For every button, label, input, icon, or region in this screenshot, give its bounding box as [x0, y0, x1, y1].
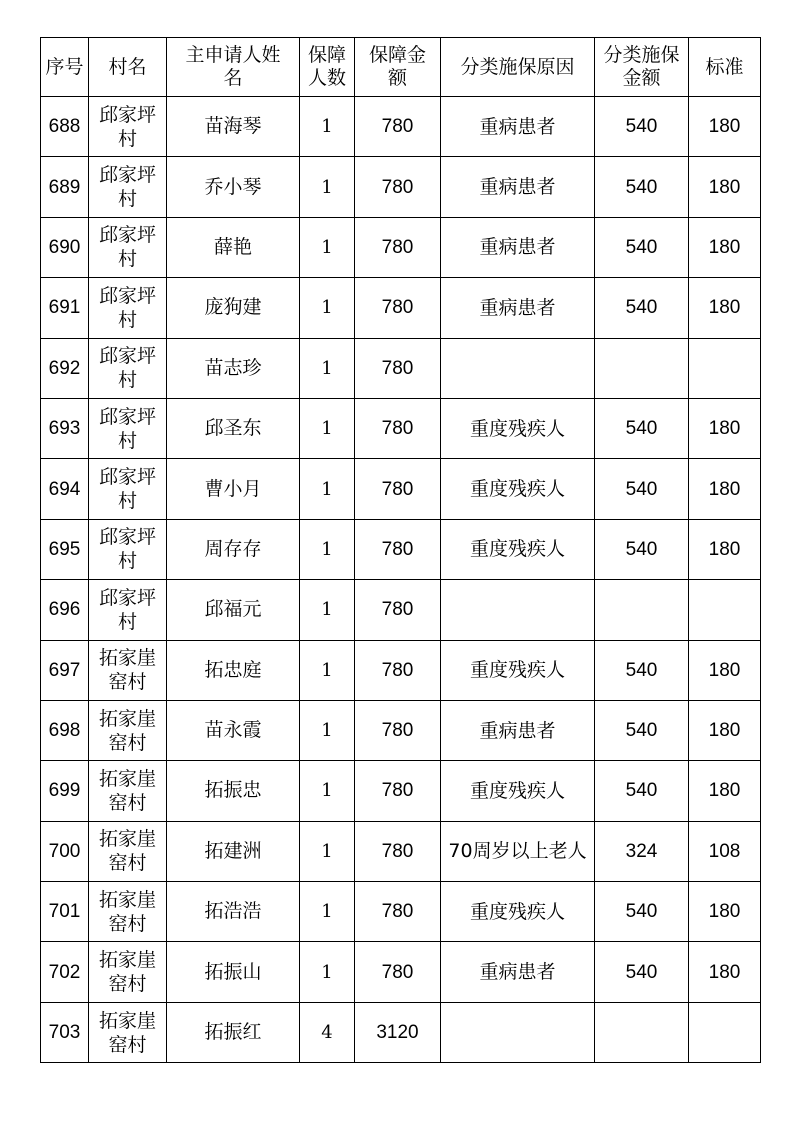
cell-standard: 180: [689, 882, 761, 942]
cell-amount: 780: [355, 700, 441, 760]
cell-persons: 1: [300, 278, 355, 338]
cell-reason: [441, 338, 595, 398]
cell-village: 邱家坪村: [89, 278, 167, 338]
cell-persons: 1: [300, 700, 355, 760]
cell-seq: 699: [41, 761, 89, 821]
cell-reason: 重病患者: [441, 278, 595, 338]
cell-applicant: 邱圣东: [167, 398, 300, 458]
header-village: 村名: [89, 38, 167, 97]
cell-amount: 780: [355, 580, 441, 640]
header-standard: 标准: [689, 38, 761, 97]
cell-village: 邱家坪村: [89, 580, 167, 640]
cell-applicant: 拓忠庭: [167, 640, 300, 700]
cell-persons: 1: [300, 217, 355, 277]
table-row: [41, 942, 761, 1002]
cell-village: 邱家坪村: [89, 398, 167, 458]
header-reason: 分类施保原因: [441, 38, 595, 97]
cell-reason: 重病患者: [441, 700, 595, 760]
cell-amount: 780: [355, 278, 441, 338]
table-row: [41, 580, 761, 640]
cell-class-amount: 540: [595, 942, 689, 1002]
cell-seq: 697: [41, 640, 89, 700]
table-row: [41, 1002, 761, 1062]
cell-persons: 1: [300, 640, 355, 700]
cell-amount: 780: [355, 761, 441, 821]
cell-persons: 1: [300, 942, 355, 1002]
header-seq: 序号: [41, 38, 89, 97]
cell-applicant: 拓振红: [167, 1002, 300, 1062]
cell-standard: 180: [689, 640, 761, 700]
table-row: [41, 821, 761, 881]
cell-village: 邱家坪村: [89, 519, 167, 579]
cell-persons: 1: [300, 97, 355, 157]
table-row: [41, 761, 761, 821]
table-row: [41, 338, 761, 398]
cell-seq: 689: [41, 157, 89, 217]
cell-reason: 重度残疾人: [441, 398, 595, 458]
cell-persons: 1: [300, 761, 355, 821]
cell-class-amount: 540: [595, 700, 689, 760]
cell-seq: 700: [41, 821, 89, 881]
cell-seq: 702: [41, 942, 89, 1002]
cell-standard: 108: [689, 821, 761, 881]
cell-applicant: 乔小琴: [167, 157, 300, 217]
cell-village: 拓家崖窑村: [89, 761, 167, 821]
table-row: [41, 882, 761, 942]
cell-village: 拓家崖窑村: [89, 882, 167, 942]
header-applicant: 主申请人姓名: [167, 38, 300, 97]
header-class-amount: 分类施保金额: [595, 38, 689, 97]
cell-seq: 694: [41, 459, 89, 519]
cell-reason: 重度残疾人: [441, 519, 595, 579]
cell-class-amount: 540: [595, 519, 689, 579]
cell-applicant: 曹小月: [167, 459, 300, 519]
cell-standard: 180: [689, 700, 761, 760]
cell-persons: 1: [300, 157, 355, 217]
cell-seq: 696: [41, 580, 89, 640]
cell-class-amount: 540: [595, 640, 689, 700]
cell-applicant: 拓振山: [167, 942, 300, 1002]
cell-seq: 703: [41, 1002, 89, 1062]
cell-standard: 180: [689, 217, 761, 277]
cell-standard: 180: [689, 459, 761, 519]
cell-village: 邱家坪村: [89, 217, 167, 277]
cell-class-amount: [595, 580, 689, 640]
table-row: [41, 398, 761, 458]
cell-amount: 780: [355, 97, 441, 157]
cell-seq: 691: [41, 278, 89, 338]
cell-reason: 重病患者: [441, 157, 595, 217]
cell-class-amount: 540: [595, 217, 689, 277]
cell-village: 邱家坪村: [89, 338, 167, 398]
cell-seq: 688: [41, 97, 89, 157]
header-persons: 保障人数: [300, 38, 355, 97]
cell-class-amount: 540: [595, 157, 689, 217]
cell-seq: 695: [41, 519, 89, 579]
cell-village: 拓家崖窑村: [89, 942, 167, 1002]
cell-village: 拓家崖窑村: [89, 821, 167, 881]
cell-village: 邱家坪村: [89, 157, 167, 217]
cell-persons: 1: [300, 338, 355, 398]
cell-reason: [441, 1002, 595, 1062]
cell-reason: 重度残疾人: [441, 459, 595, 519]
cell-amount: 780: [355, 338, 441, 398]
cell-standard: [689, 580, 761, 640]
cell-amount: 780: [355, 519, 441, 579]
cell-seq: 693: [41, 398, 89, 458]
cell-amount: 780: [355, 882, 441, 942]
cell-reason: 重度残疾人: [441, 640, 595, 700]
cell-village: 拓家崖窑村: [89, 1002, 167, 1062]
cell-amount: 780: [355, 459, 441, 519]
cell-reason: 重病患者: [441, 217, 595, 277]
cell-persons: 4: [300, 1002, 355, 1062]
cell-applicant: 苗永霞: [167, 700, 300, 760]
cell-reason: 重度残疾人: [441, 882, 595, 942]
cell-applicant: 薛艳: [167, 217, 300, 277]
cell-village: 拓家崖窑村: [89, 700, 167, 760]
table-row: [41, 157, 761, 217]
cell-amount: 780: [355, 942, 441, 1002]
assistance-roster-table: [40, 37, 761, 1063]
cell-standard: 180: [689, 519, 761, 579]
cell-applicant: 拓浩浩: [167, 882, 300, 942]
cell-applicant: 苗志珍: [167, 338, 300, 398]
table-row: [41, 519, 761, 579]
cell-standard: 180: [689, 157, 761, 217]
cell-seq: 701: [41, 882, 89, 942]
cell-persons: 1: [300, 821, 355, 881]
cell-reason: 重度残疾人: [441, 761, 595, 821]
cell-applicant: 邱福元: [167, 580, 300, 640]
cell-seq: 698: [41, 700, 89, 760]
cell-amount: 780: [355, 821, 441, 881]
table-row: [41, 97, 761, 157]
cell-class-amount: 540: [595, 459, 689, 519]
cell-seq: 692: [41, 338, 89, 398]
table-row: [41, 459, 761, 519]
cell-standard: 180: [689, 761, 761, 821]
cell-village: 邱家坪村: [89, 97, 167, 157]
table-row: [41, 217, 761, 277]
cell-applicant: 苗海琴: [167, 97, 300, 157]
cell-amount: 780: [355, 217, 441, 277]
cell-applicant: 拓建洲: [167, 821, 300, 881]
cell-standard: [689, 1002, 761, 1062]
table-row: [41, 278, 761, 338]
cell-class-amount: 540: [595, 278, 689, 338]
cell-class-amount: 540: [595, 761, 689, 821]
cell-amount: 3120: [355, 1002, 441, 1062]
cell-applicant: 拓振忠: [167, 761, 300, 821]
cell-amount: 780: [355, 157, 441, 217]
cell-village: 拓家崖窑村: [89, 640, 167, 700]
cell-persons: 1: [300, 519, 355, 579]
cell-class-amount: 540: [595, 882, 689, 942]
cell-class-amount: [595, 1002, 689, 1062]
cell-seq: 690: [41, 217, 89, 277]
cell-class-amount: [595, 338, 689, 398]
cell-reason: [441, 580, 595, 640]
cell-reason: 70周岁以上老人: [441, 821, 595, 881]
cell-reason: 重病患者: [441, 942, 595, 1002]
cell-standard: [689, 338, 761, 398]
cell-standard: 180: [689, 278, 761, 338]
table-row: [41, 700, 761, 760]
table-body: [41, 97, 761, 1063]
cell-village: 邱家坪村: [89, 459, 167, 519]
table-row: [41, 640, 761, 700]
header-row: [41, 38, 761, 97]
cell-standard: 180: [689, 942, 761, 1002]
cell-reason: 重病患者: [441, 97, 595, 157]
cell-applicant: 庞狗建: [167, 278, 300, 338]
cell-persons: 1: [300, 580, 355, 640]
cell-amount: 780: [355, 640, 441, 700]
cell-class-amount: 324: [595, 821, 689, 881]
cell-persons: 1: [300, 459, 355, 519]
cell-persons: 1: [300, 398, 355, 458]
cell-applicant: 周存存: [167, 519, 300, 579]
cell-standard: 180: [689, 97, 761, 157]
cell-amount: 780: [355, 398, 441, 458]
cell-class-amount: 540: [595, 398, 689, 458]
cell-class-amount: 540: [595, 97, 689, 157]
cell-persons: 1: [300, 882, 355, 942]
cell-standard: 180: [689, 398, 761, 458]
header-amount: 保障金额: [355, 38, 441, 97]
